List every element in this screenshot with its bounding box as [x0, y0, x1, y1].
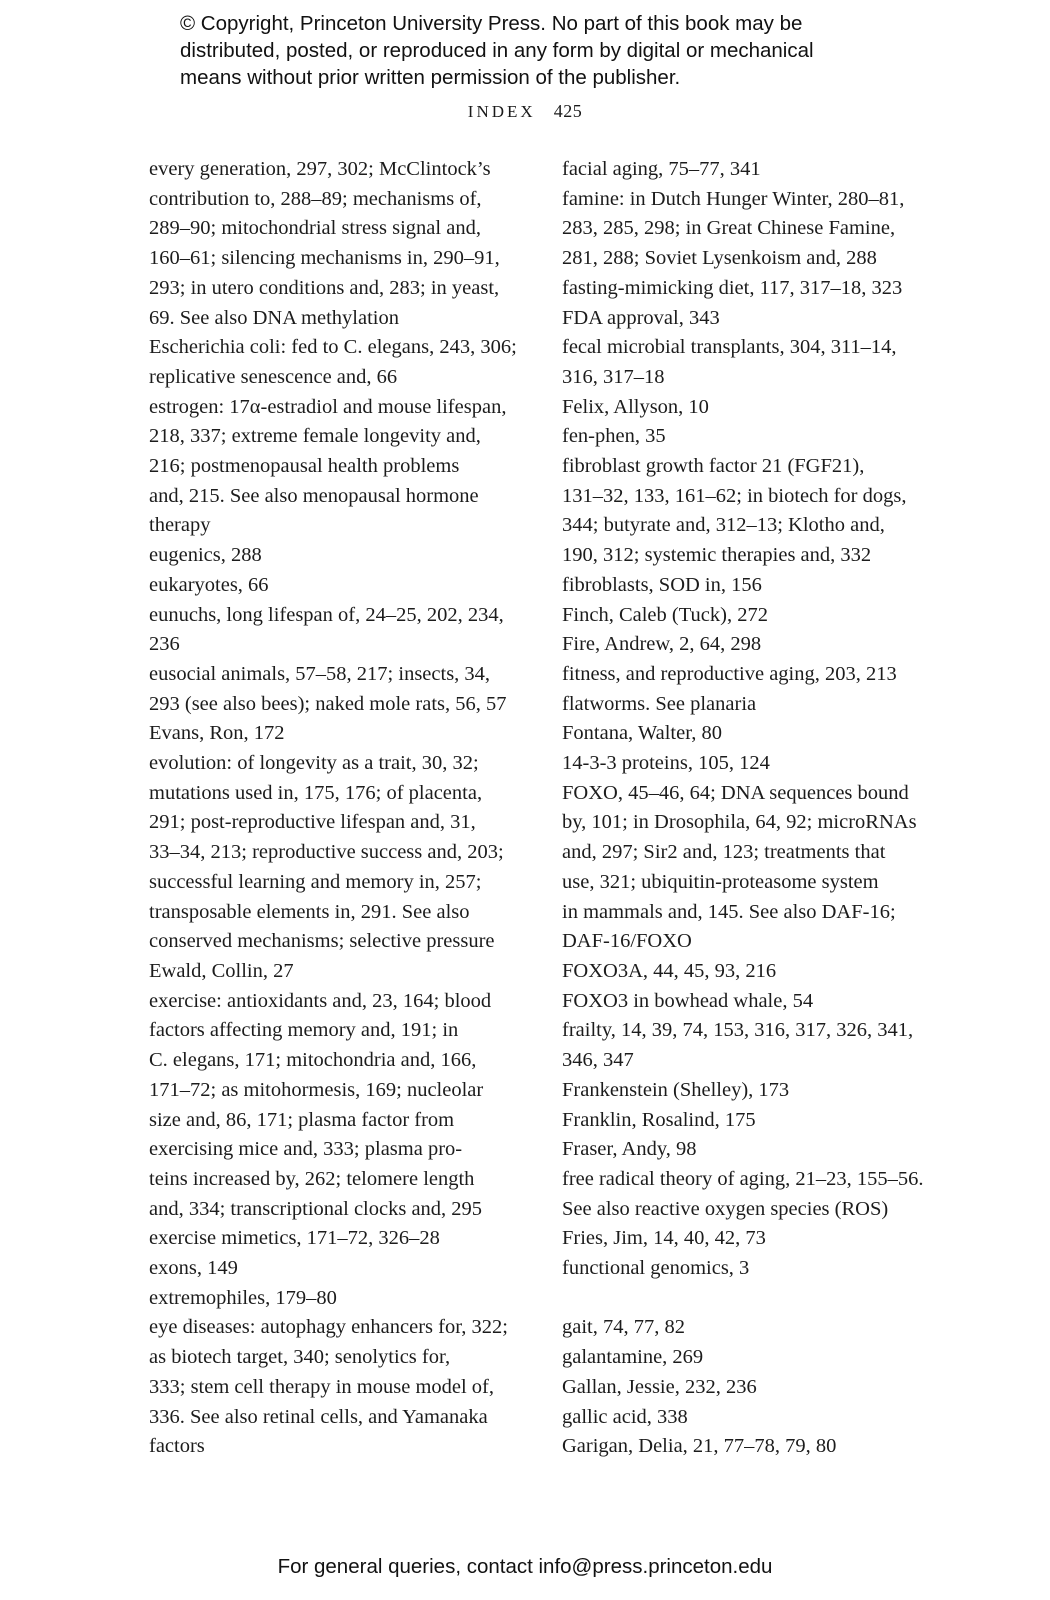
- index-column-left: [149, 155, 524, 1462]
- index-entry-line: FDA approval, 343: [562, 306, 720, 329]
- index-entry-line: Escherichia coli: fed to C. elegans, 243, 306;: [149, 336, 517, 359]
- index-entry-line: evolution: of longevity as a trait, 30, 32;: [149, 752, 479, 775]
- index-entry-line: by, 101; in Drosophila, 64, 92; microRNAs: [562, 811, 917, 834]
- index-entry: [562, 1165, 950, 1224]
- index-entry: [562, 630, 950, 660]
- index-entry: [149, 155, 524, 333]
- index-entry-line: eye diseases: autophagy enhancers for, 322;: [149, 1316, 508, 1339]
- index-entry-line: 316, 317–18: [562, 365, 665, 388]
- index-entry-line: 216; postmenopausal health problems: [149, 455, 460, 478]
- index-entry: [562, 1135, 950, 1165]
- index-entry-line: in mammals and, 145. See also DAF-16;: [562, 900, 896, 923]
- index-entry: [149, 333, 524, 392]
- index-entry-line: fitness, and reproductive aging, 203, 213: [562, 662, 897, 685]
- index-entry-line: C. elegans, 171; mitochondria and, 166,: [149, 1049, 477, 1072]
- index-entry: [562, 452, 950, 571]
- index-entry-line: Gallan, Jessie, 232, 236: [562, 1375, 757, 1398]
- index-entry-line: and, 334; transcriptional clocks and, 295: [149, 1197, 483, 1220]
- index-entry-line: 283, 285, 298; in Great Chinese Famine,: [562, 217, 896, 240]
- index-entry-line: transposable elements in, 291. See also: [149, 900, 470, 923]
- index-entry-line: factors: [149, 1435, 205, 1458]
- index-entry-line: 336. See also retinal cells, and Yamanaka: [149, 1405, 488, 1428]
- running-head: [0, 99, 1050, 124]
- index-entry: [562, 1373, 950, 1403]
- index-entry-line: 281, 288; Soviet Lysenkoism and, 288: [562, 247, 877, 270]
- index-entry: [149, 1224, 524, 1254]
- index-entry-line: Felix, Allyson, 10: [562, 395, 709, 418]
- index-entry-line: facial aging, 75–77, 341: [562, 158, 761, 180]
- index-entry-line: See also reactive oxygen species (ROS): [562, 1197, 889, 1220]
- index-entry-line: Franklin, Rosalind, 175: [562, 1108, 756, 1131]
- index-entry-line: conserved mechanisms; selective pressure: [149, 930, 495, 953]
- index-entry-line: 333; stem cell therapy in mouse model of,: [149, 1375, 495, 1398]
- index-entry-line: fasting-mimicking diet, 117, 317–18, 323: [562, 276, 903, 299]
- index-entry-line: fibroblasts, SOD in, 156: [562, 573, 762, 596]
- index-entry: [562, 719, 950, 749]
- index-entry-line: Fontana, Walter, 80: [562, 722, 722, 745]
- index-entry: [562, 660, 950, 690]
- index-entry-line: extremophiles, 179–80: [149, 1286, 337, 1309]
- index-entry: [149, 660, 524, 719]
- index-entry-line: Fraser, Andy, 98: [562, 1138, 697, 1161]
- index-entry-line: FOXO3 in bowhead whale, 54: [562, 989, 814, 1012]
- index-entry: [562, 1106, 950, 1136]
- index-entry: [562, 1313, 950, 1343]
- index-entry-line: factors affecting memory and, 191; in: [149, 1019, 459, 1042]
- index-entry-line: functional genomics, 3: [562, 1257, 750, 1280]
- index-entry: [149, 719, 524, 749]
- index-entry: [562, 422, 950, 452]
- index-entry-line: Fire, Andrew, 2, 64, 298: [562, 633, 762, 656]
- index-entry-line: 293 (see also bees); naked mole rats, 56, 57: [149, 692, 507, 715]
- footer-contact: For general queries, contact info@press.princeton.edu: [277, 1555, 773, 1578]
- index-entry-line: eugenics, 288: [149, 544, 262, 567]
- index-entry-line: exons, 149: [149, 1257, 238, 1280]
- index-entry: [149, 987, 524, 1225]
- index-entry-line: famine: in Dutch Hunger Winter, 280–81,: [562, 187, 905, 210]
- index-entry: [562, 987, 950, 1017]
- index-entry: [562, 155, 950, 185]
- index-entry-line: 344; butyrate and, 312–13; Klotho and,: [562, 514, 885, 537]
- index-column-right: [562, 155, 950, 1462]
- index-entry: [562, 1076, 950, 1106]
- index-entry-line: FOXO, 45–46, 64; DNA sequences bound: [562, 781, 909, 804]
- index-entry: [149, 601, 524, 660]
- index-entry: [562, 1432, 950, 1462]
- index-entry-line: 291; post-reproductive lifespan and, 31,: [149, 811, 476, 834]
- index-entry: [562, 601, 950, 631]
- index-entry: [149, 1254, 524, 1284]
- index-entry-line: free radical theory of aging, 21–23, 155–56.: [562, 1167, 924, 1190]
- index-entry-line: galantamine, 269: [562, 1346, 704, 1369]
- index-entry-line: as biotech target, 340; senolytics for,: [149, 1346, 451, 1369]
- index-entry: [562, 957, 950, 987]
- index-entry-line: 14-3-3 proteins, 105, 124: [562, 752, 770, 775]
- index-entry-line: 171–72; as mitohormesis, 169; nucleolar: [149, 1078, 484, 1101]
- index-entry-line: Fries, Jim, 14, 40, 42, 73: [562, 1227, 766, 1250]
- index-entry: [562, 571, 950, 601]
- index-entry-line: Evans, Ron, 172: [149, 722, 285, 745]
- index-entry-line: 69. See also DNA methylation: [149, 306, 399, 329]
- index-entry-line: eukaryotes, 66: [149, 573, 269, 596]
- index-entry-line: exercise mimetics, 171–72, 326–28: [149, 1227, 440, 1250]
- index-entry: [149, 393, 524, 542]
- index-entry-line: use, 321; ubiquitin-proteasome system: [562, 870, 879, 893]
- index-entry-line: Garigan, Delia, 21, 77–78, 79, 80: [562, 1435, 837, 1458]
- index-entry-line: contribution to, 288–89; mechanisms of,: [149, 187, 482, 210]
- index-entry-line: fen-phen, 35: [562, 425, 666, 448]
- index-entry: [149, 957, 524, 987]
- index-entry-line: teins increased by, 262; telomere length: [149, 1167, 475, 1190]
- index-entry-line: exercise: antioxidants and, 23, 164; blood: [149, 989, 492, 1012]
- index-entry: [562, 1403, 950, 1433]
- index-entry: [149, 1284, 524, 1314]
- index-entry-line: fibroblast growth factor 21 (FGF21),: [562, 455, 865, 478]
- index-entry-line: frailty, 14, 39, 74, 153, 316, 317, 326, 341,: [562, 1019, 914, 1042]
- index-entry-line: FOXO3A, 44, 45, 93, 216: [562, 959, 777, 982]
- index-entry-line: Ewald, Collin, 27: [149, 959, 294, 982]
- index-entry-line: mutations used in, 175, 176; of placenta,: [149, 781, 483, 804]
- index-entry-line: DAF-16/FOXO: [562, 930, 692, 953]
- copyright-line: means without prior written permission of the publisher.: [180, 66, 681, 89]
- index-entry-line: 293; in utero conditions and, 283; in yeast,: [149, 276, 500, 299]
- index-entry: [562, 690, 950, 720]
- index-entry-line: Frankenstein (Shelley), 173: [562, 1078, 790, 1101]
- index-entry-line: therapy: [149, 514, 211, 537]
- index-entry-line: Finch, Caleb (Tuck), 272: [562, 603, 768, 626]
- index-entry-line: estrogen: 17α-estradiol and mouse lifespan,: [149, 395, 507, 418]
- index-entry-line: and, 215. See also menopausal hormone: [149, 484, 479, 507]
- index-entry-line: successful learning and memory in, 257;: [149, 870, 482, 893]
- index-entry: [562, 274, 950, 304]
- index-entry-line: gallic acid, 338: [562, 1405, 688, 1428]
- index-entry-line: 131–32, 133, 161–62; in biotech for dogs,: [562, 484, 907, 507]
- index-entry: [562, 1224, 950, 1254]
- index-entry-line: every generation, 297, 302; McClintock’s: [149, 158, 491, 180]
- copyright-line: © Copyright, Princeton University Press. No part of this book may be: [180, 12, 803, 35]
- running-head-label: INDEX: [467, 102, 536, 121]
- page-number: 425: [553, 101, 583, 121]
- index-entry-line: gait, 74, 77, 82: [562, 1316, 685, 1339]
- index-entry-line: 33–34, 213; reproductive success and, 203;: [149, 841, 504, 864]
- index-entry-line: flatworms. See planaria: [562, 692, 757, 715]
- index-entry-line: 236: [149, 633, 180, 656]
- index-entry: [562, 779, 950, 957]
- index-entry: [562, 1016, 950, 1075]
- index-entry: [562, 333, 950, 392]
- index-entry-line: 289–90; mitochondrial stress signal and,: [149, 217, 481, 240]
- index-entry-line: replicative senescence and, 66: [149, 365, 398, 388]
- index-entry-line: 160–61; silencing mechanisms in, 290–91,: [149, 247, 500, 270]
- index-entry-line: size and, 86, 171; plasma factor from: [149, 1108, 455, 1131]
- index-entry: [149, 749, 524, 957]
- index-entry-line: 346, 347: [562, 1049, 634, 1072]
- index-entry: [149, 541, 524, 571]
- index-entry-line: and, 297; Sir2 and, 123; treatments that: [562, 841, 886, 864]
- index-entry-line: 190, 312; systemic therapies and, 332: [562, 544, 872, 567]
- copyright-notice: [180, 10, 940, 91]
- index-entry: [562, 1254, 950, 1284]
- index-entry: [149, 1313, 524, 1462]
- index-entry: [149, 571, 524, 601]
- index-entry: [562, 1343, 950, 1373]
- index-entry: [562, 393, 950, 423]
- index-entry-line: 218, 337; extreme female longevity and,: [149, 425, 481, 448]
- index-entry-line: eusocial animals, 57–58, 217; insects, 34,: [149, 662, 491, 685]
- copyright-line: distributed, posted, or reproduced in any form by digital or mechanical: [180, 39, 814, 62]
- index-entry-line: eunuchs, long lifespan of, 24–25, 202, 234,: [149, 603, 504, 626]
- letter-group-gap: [562, 1284, 950, 1314]
- index-entry: [562, 185, 950, 274]
- index-entry-line: exercising mice and, 333; plasma pro-: [149, 1138, 463, 1161]
- index-entry: [562, 304, 950, 334]
- index-entry-line: fecal microbial transplants, 304, 311–14,: [562, 336, 897, 359]
- index-entry: [562, 749, 950, 779]
